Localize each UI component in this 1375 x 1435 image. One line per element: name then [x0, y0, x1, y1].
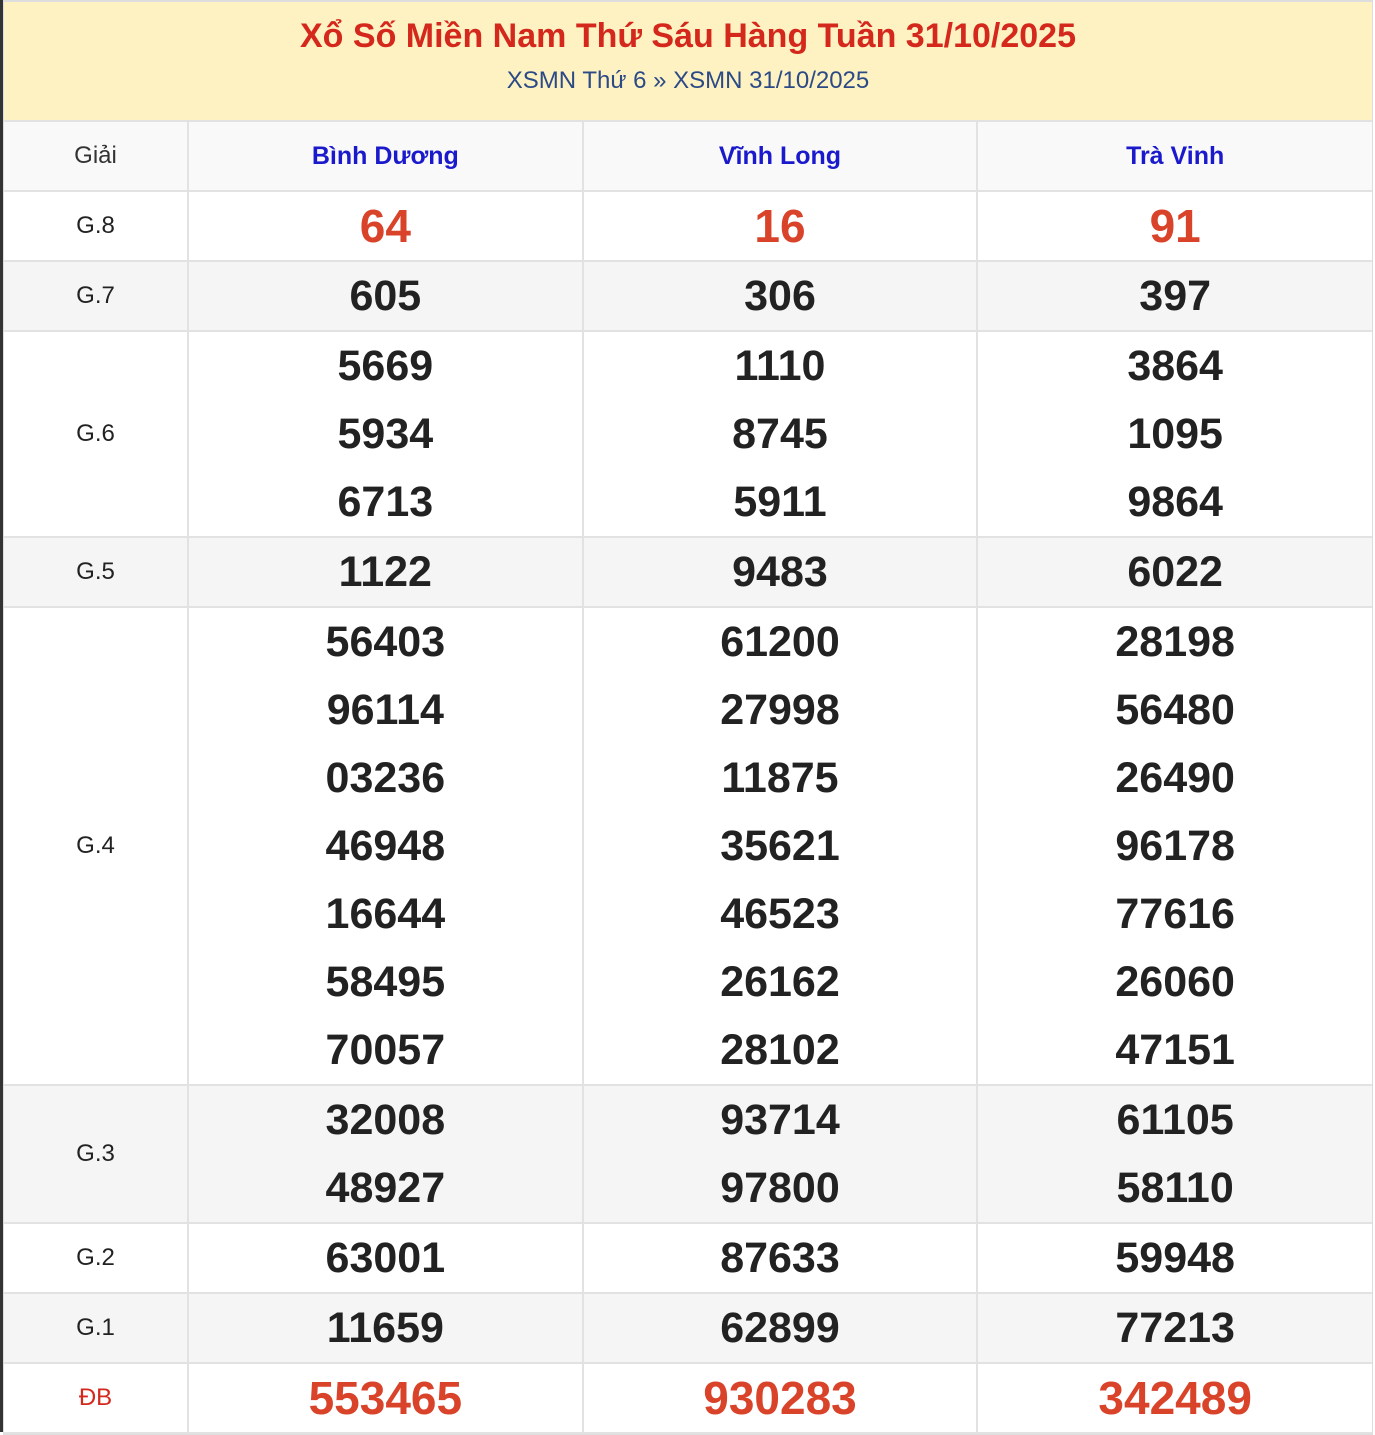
result-number: 03236 [325, 754, 446, 802]
result-cell [977, 537, 1372, 607]
province-header-vinh-long[interactable]: Vĩnh Long [583, 122, 978, 191]
result-number: 28102 [720, 1026, 840, 1074]
prize-label: G.4 [4, 607, 188, 1085]
result-cell [583, 1363, 978, 1433]
result-number: 1110 [734, 342, 826, 390]
result-cell [977, 1363, 1372, 1433]
result-number: 3864 [1127, 342, 1223, 390]
prize-label: G.3 [4, 1085, 188, 1223]
result-number: 9864 [1127, 478, 1223, 526]
result-cell [188, 191, 583, 261]
result-number: 61105 [1116, 1096, 1234, 1144]
result-number: 9483 [732, 548, 828, 596]
result-number: 63001 [325, 1234, 446, 1282]
table-row [4, 191, 1372, 261]
breadcrumb [4, 66, 1372, 96]
result-cell [188, 607, 583, 1085]
result-number: 26162 [720, 958, 840, 1006]
prize-label: G.8 [4, 191, 188, 261]
result-number: 397 [1139, 272, 1212, 320]
result-number: 26490 [1115, 754, 1235, 802]
result-cell [977, 1223, 1372, 1293]
result-number: 61200 [720, 618, 840, 666]
result-cell [583, 331, 978, 537]
table-row [4, 607, 1372, 1085]
table-row [4, 537, 1372, 607]
result-number: 8745 [732, 410, 828, 458]
result-number: 605 [349, 272, 422, 320]
result-cell [188, 1293, 583, 1363]
result-number: 70057 [325, 1026, 446, 1074]
result-number: 5934 [337, 410, 434, 458]
result-number: 62899 [720, 1304, 840, 1352]
prize-label: G.5 [4, 537, 188, 607]
result-cell [188, 331, 583, 537]
prize-column-header: Giải [4, 122, 188, 191]
result-number: 64 [359, 200, 411, 252]
table-row [4, 1293, 1372, 1363]
table-header-row [4, 122, 1372, 191]
result-number: 11659 [326, 1304, 444, 1352]
result-cell [977, 607, 1372, 1085]
result-cell [188, 1363, 583, 1433]
result-cell [977, 331, 1372, 537]
result-number: 32008 [325, 1096, 446, 1144]
lottery-results-panel [3, 0, 1373, 1435]
result-number: 47151 [1115, 1026, 1235, 1074]
result-number: 58110 [1116, 1164, 1234, 1212]
table-row [4, 1363, 1372, 1433]
prize-label: G.2 [4, 1223, 188, 1293]
table-row [4, 261, 1372, 331]
result-cell [188, 537, 583, 607]
result-number: 1122 [338, 548, 432, 596]
result-number: 46523 [720, 890, 840, 938]
result-number: 16 [754, 200, 806, 252]
result-number: 77213 [1115, 1304, 1235, 1352]
result-cell [583, 1085, 978, 1223]
results-body [4, 191, 1372, 1433]
result-number: 306 [744, 272, 816, 320]
result-number: 93714 [720, 1096, 840, 1144]
result-cell [977, 1293, 1372, 1363]
result-number: 56480 [1115, 686, 1235, 734]
result-number: 97800 [720, 1164, 840, 1212]
result-cell [188, 261, 583, 331]
result-number: 91 [1149, 200, 1201, 252]
result-cell [583, 1223, 978, 1293]
result-cell [977, 1085, 1372, 1223]
result-number: 11875 [721, 754, 839, 802]
result-cell [583, 191, 978, 261]
result-number: 5911 [733, 478, 827, 526]
result-number: 6022 [1127, 548, 1223, 596]
result-number: 96178 [1115, 822, 1235, 870]
result-cell [977, 191, 1372, 261]
result-number: 553465 [308, 1372, 463, 1424]
result-cell [583, 261, 978, 331]
results-table [4, 122, 1372, 1434]
breadcrumb-separator: » [653, 67, 667, 94]
result-number: 48927 [325, 1164, 446, 1212]
result-number: 16644 [325, 890, 446, 938]
result-number: 59948 [1115, 1234, 1235, 1282]
result-number: 46948 [325, 822, 446, 870]
result-number: 35621 [720, 822, 840, 870]
breadcrumb-link-xsmn-date[interactable]: XSMN 31/10/2025 [673, 67, 870, 94]
result-number: 342489 [1098, 1372, 1252, 1424]
result-cell [583, 1293, 978, 1363]
result-number: 1095 [1127, 410, 1223, 458]
table-row [4, 331, 1372, 537]
result-cell [583, 607, 978, 1085]
page-title: Xổ Số Miền Nam Thứ Sáu Hàng Tuần 31/10/2025 [300, 17, 1076, 55]
result-cell [977, 261, 1372, 331]
result-number: 6713 [337, 478, 434, 526]
result-number: 27998 [720, 686, 840, 734]
result-cell [188, 1085, 583, 1223]
result-number: 28198 [1115, 618, 1235, 666]
table-row [4, 1085, 1372, 1223]
prize-label: G.6 [4, 331, 188, 537]
prize-label: G.1 [4, 1293, 188, 1363]
province-header-binh-duong[interactable]: Bình Dương [188, 122, 583, 191]
results-header [4, 2, 1372, 122]
prize-label: ĐB [4, 1363, 188, 1433]
result-number: 87633 [720, 1234, 840, 1282]
result-number: 56403 [325, 618, 446, 666]
result-number: 77616 [1115, 890, 1235, 938]
result-cell [583, 537, 978, 607]
breadcrumb-link-xsmn-thu-6[interactable]: XSMN Thứ 6 [506, 67, 647, 94]
province-header-tra-vinh[interactable]: Trà Vinh [977, 122, 1372, 191]
prize-label: G.7 [4, 261, 188, 331]
result-number: 58495 [325, 958, 446, 1006]
result-number: 26060 [1115, 958, 1235, 1006]
result-number: 5669 [337, 342, 434, 390]
result-cell [188, 1223, 583, 1293]
result-number: 930283 [703, 1372, 857, 1424]
result-number: 96114 [326, 686, 444, 734]
table-row [4, 1223, 1372, 1293]
